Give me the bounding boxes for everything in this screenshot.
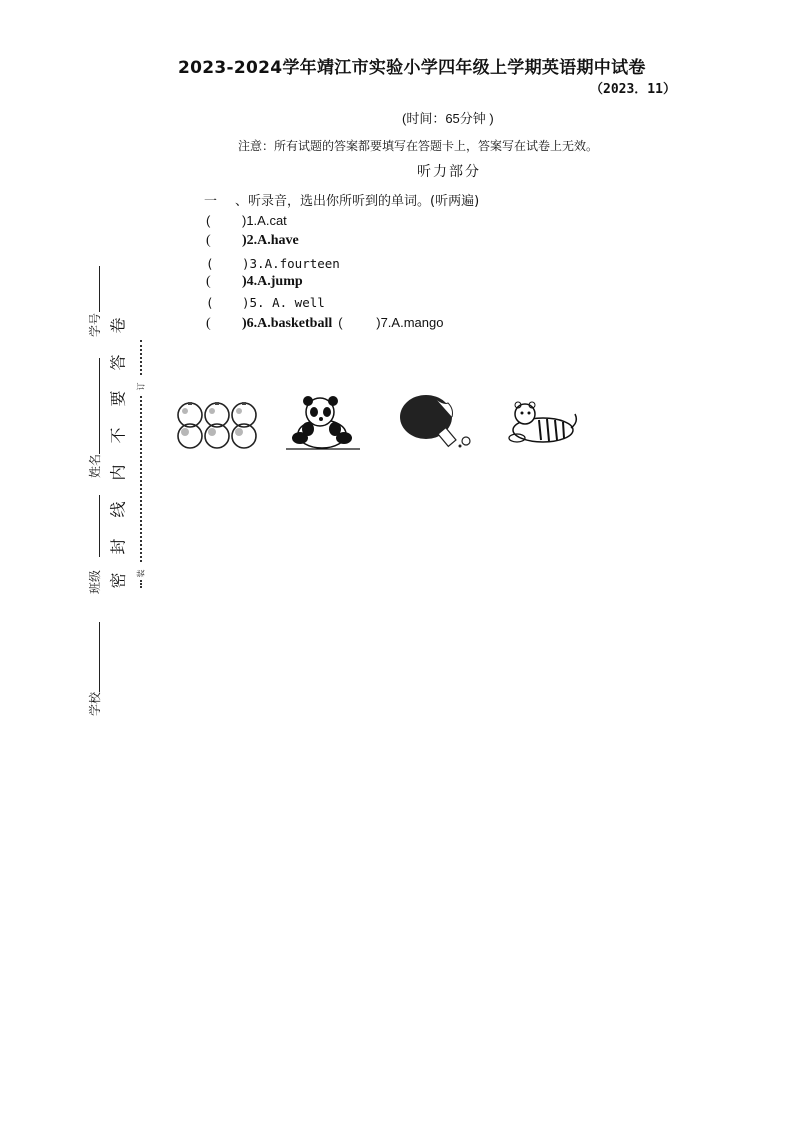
question-label: )6.A.basketball [242, 316, 333, 331]
seal-char: 答 [108, 354, 128, 371]
student-id-line [99, 266, 100, 312]
answer-paren[interactable]: ( [206, 316, 211, 331]
question-label: )3.A.fourteen [242, 256, 340, 271]
question-label: )4.A.jump [242, 274, 303, 289]
answer-paren[interactable]: ( [206, 295, 214, 310]
exam-date: （2023．11） [590, 82, 676, 97]
question-label: )1.A.cat [242, 213, 287, 228]
panda-picture [278, 394, 364, 452]
ding-mark: 订 [136, 382, 146, 391]
name-line [99, 358, 100, 454]
question-label: )5. A. well [242, 295, 325, 310]
part1-instruction [204, 190, 479, 209]
seal-char: 封 [108, 538, 128, 555]
seal-char: 内 [108, 464, 128, 481]
seal-char: 不 [108, 427, 128, 444]
answer-paren[interactable]: ( [206, 233, 211, 248]
question-3 [206, 256, 340, 271]
oranges-picture [174, 398, 260, 452]
answer-paren[interactable]: ( [206, 256, 214, 271]
question-4 [206, 274, 303, 290]
cut-line-dotted [140, 340, 144, 375]
name-label: 姓名 [88, 453, 102, 478]
school-line [99, 622, 100, 692]
tiger-picture [503, 398, 579, 450]
answer-paren[interactable]: ( [206, 274, 211, 289]
question-7 [338, 315, 443, 330]
question-2 [206, 233, 299, 249]
question-6 [206, 315, 443, 332]
exam-notice: 注意：所有试题的答案都要填写在答题卡上，答案写在试卷上无效。 [238, 139, 599, 153]
section-title: 听力部分 [417, 164, 481, 180]
part1-number: 一 [204, 194, 218, 209]
part1-instruction-text: 、听录音，选出你所听到的单词。(听两遍) [235, 194, 480, 209]
answer-paren[interactable]: ( [206, 213, 211, 228]
seal-char: 线 [108, 501, 128, 518]
student-id-label: 学号 [88, 312, 102, 337]
cut-line-dotted [140, 396, 144, 562]
class-line [99, 495, 100, 557]
exam-time: (时间：65分钟 ) [402, 111, 494, 126]
answer-paren[interactable]: ( [338, 315, 343, 330]
seal-char: 卷 [108, 317, 128, 334]
exam-title: 2023-2024学年靖江市实验小学四年级上学期英语期中试卷 [178, 58, 646, 78]
cut-line-dotted [140, 580, 144, 588]
zhuang-mark: 装 [136, 569, 146, 578]
question-label: )7.A.mango [376, 315, 444, 330]
ping-pong-paddle-picture [396, 391, 478, 453]
seal-char: 要 [108, 390, 128, 407]
seal-char: 密 [108, 572, 128, 589]
school-label: 学校 [88, 691, 102, 716]
question-1 [206, 213, 287, 228]
question-5 [206, 295, 325, 310]
question-label: )2.A.have [242, 233, 299, 248]
class-label: 班级 [88, 569, 102, 594]
